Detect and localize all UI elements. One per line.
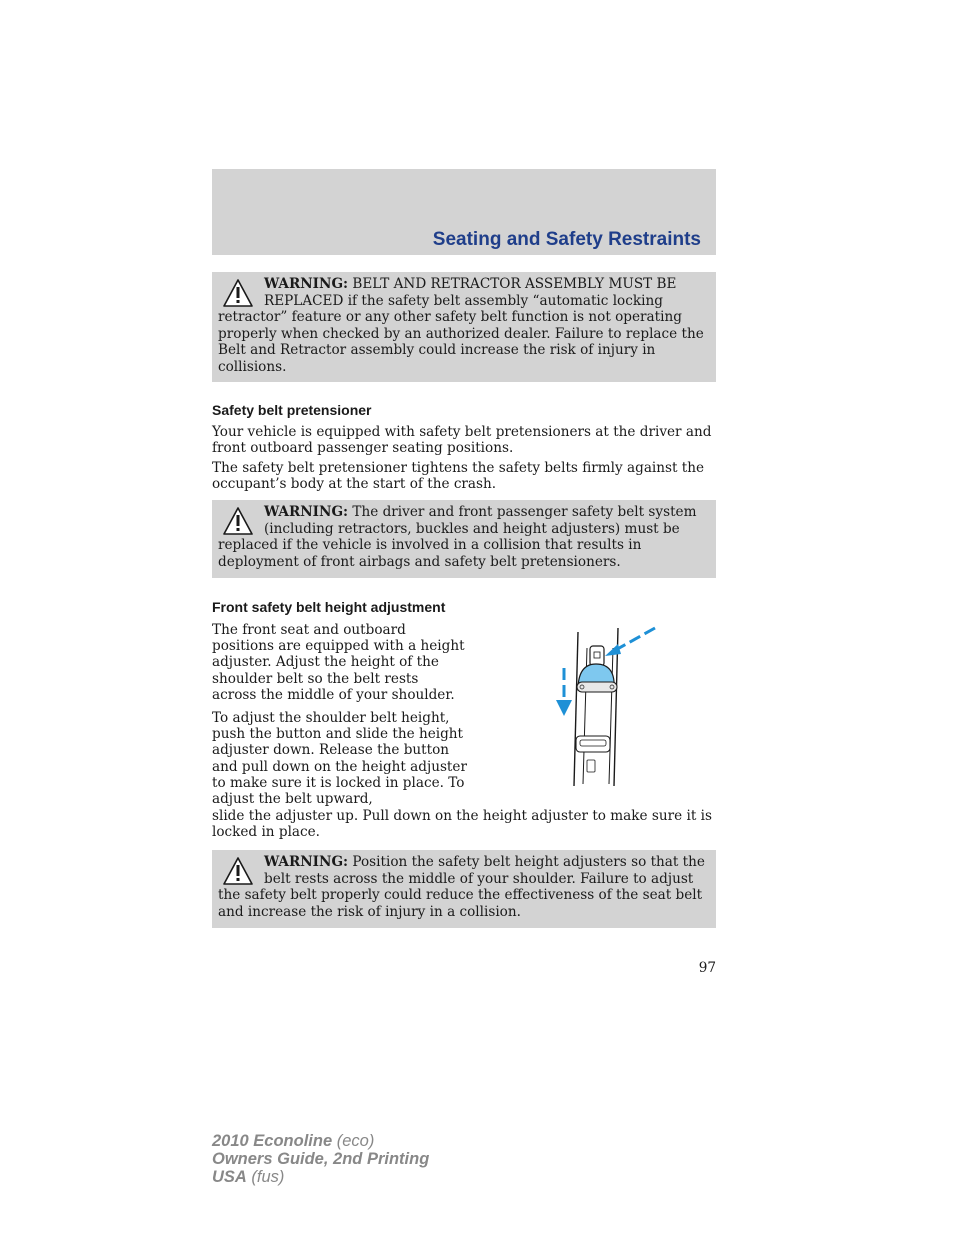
warning-box-belt-replacement <box>212 272 716 382</box>
footer-model-line <box>212 1132 429 1150</box>
document-footer <box>212 1132 429 1186</box>
section-title: Seating and Safety Restraints <box>432 229 701 250</box>
footer-model-code: (eco) <box>332 1132 375 1150</box>
warning-label: WARNING: <box>264 276 349 292</box>
warning-label: WARNING: <box>264 854 349 870</box>
footer-guide-line <box>212 1150 429 1168</box>
footer-guide: Owners Guide, 2nd Printing <box>212 1150 430 1168</box>
height-adjustment-heading: Front safety belt height adjustment <box>212 599 446 615</box>
footer-model: 2010 Econoline <box>212 1132 333 1150</box>
warning-text: Position the safety belt height adjusters so that the belt rests across the middle of your shoulder. Failure to adjust the safety belt properly could reduce the effectiveness of the seat belt and increase the risk of injury in a collision. <box>218 854 705 920</box>
belt-height-adjuster-illustration <box>550 624 660 790</box>
warning-triangle-icon <box>222 506 254 536</box>
warning-text: The driver and front passenger safety belt system (including retractors, buckles and height adjusters) must be replaced if the vehicle is involved in a collision that results in deployment of front airbags and safety belt pretensioners. <box>218 504 697 570</box>
footer-market-line <box>212 1168 429 1186</box>
warning-label: WARNING: <box>264 504 349 520</box>
section-header-band <box>212 169 716 255</box>
height-paragraph-1: The front seat and outboard positions are equipped with a height adjuster. Adjust the height of the shoulder belt so the belt rests across the middle of your shoulder. <box>212 622 465 703</box>
warning-text: BELT AND RETRACTOR ASSEMBLY MUST BE REPLACED if the safety belt assembly “automatic locking retractor” feature or any other safety belt function is not operating properly when checked by an authorized dealer. Failure to replace the Belt and Retractor assembly could increase the risk of injury in collisions. <box>218 276 704 375</box>
warning-box-collision-replacement <box>212 500 716 578</box>
warning-box-belt-position <box>212 850 716 928</box>
warning-triangle-icon <box>222 856 254 886</box>
pretensioner-heading: Safety belt pretensioner <box>212 402 372 418</box>
height-paragraph-2-end: slide the adjuster up. Pull down on the height adjuster to make sure it is locked in place. <box>212 808 712 841</box>
pretensioner-paragraph-2: The safety belt pretensioner tightens the safety belts firmly against the occupant’s body at the start of the crash. <box>212 460 705 493</box>
pretensioner-paragraph-1: Your vehicle is equipped with safety belt pretensioners at the driver and front outboard passenger seating positions. <box>212 424 712 457</box>
footer-market: USA <box>212 1168 247 1186</box>
page-number: 97 <box>698 960 716 976</box>
warning-triangle-icon <box>222 278 254 308</box>
height-paragraph-2-start: To adjust the shoulder belt height, push the button and slide the height adjuster down. Release the button and pull down on the height adjuster to make sure it is locked in place. To adjust the belt upward, <box>212 710 467 808</box>
footer-market-code: (fus) <box>246 1168 285 1186</box>
